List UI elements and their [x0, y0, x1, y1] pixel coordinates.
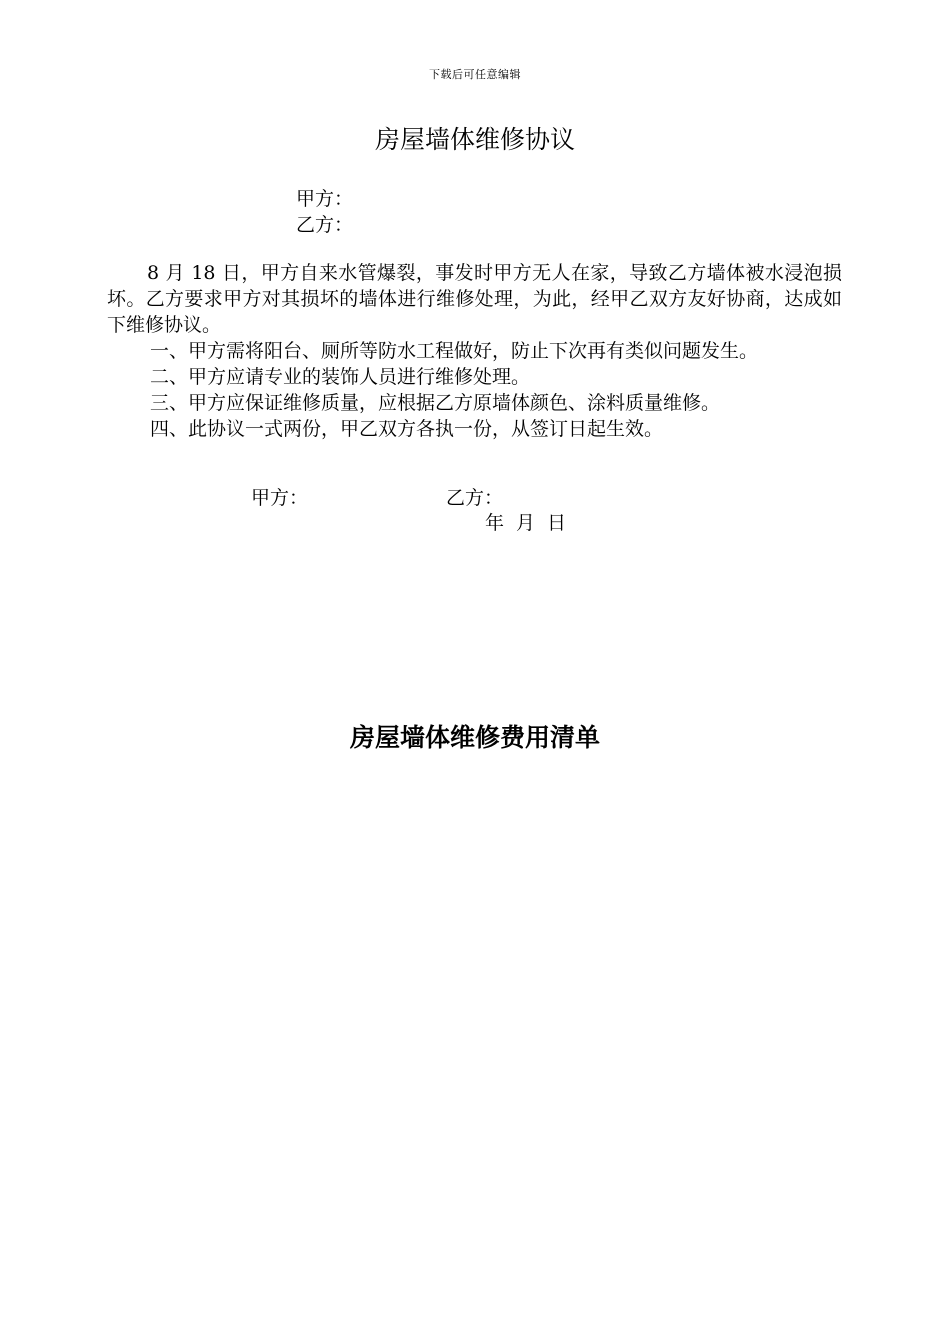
signing-date [485, 510, 578, 536]
agreement-title: 房屋墙体维修协议 [374, 125, 575, 154]
agreement-body [107, 260, 852, 442]
agreement-intro: 8 月 18 日，甲方自来水管爆裂，事发时甲方无人在家，导致乙方墙体被水浸泡损坏。乙方要求甲方对其损坏的墙体进行维修处理，为此，经甲乙双方友好协商，达成如下维修协议。 [107, 262, 842, 336]
header-note: 下载后可任意编辑 [429, 68, 521, 81]
date-day: 日 [547, 512, 567, 534]
agreement-item: 三、甲方应保证维修质量，应根据乙方原墙体颜色、涂料质量维修。 [150, 392, 721, 414]
party-a-label: 甲方： [296, 188, 354, 210]
cost-list-title: 房屋墙体维修费用清单 [349, 723, 600, 752]
date-year: 年 [485, 512, 505, 534]
signature-party-a: 甲方： [251, 487, 309, 509]
signature-party-b: 乙方： [446, 487, 504, 509]
party-b-label: 乙方： [296, 214, 354, 236]
agreement-item: 四、此协议一式两份，甲乙双方各执一份，从签订日起生效。 [150, 418, 664, 440]
agreement-item: 一、甲方需将阳台、厕所等防水工程做好，防止下次再有类似问题发生。 [150, 340, 759, 362]
date-month: 月 [516, 512, 536, 534]
agreement-item: 二、甲方应请专业的装饰人员进行维修处理。 [150, 366, 531, 388]
